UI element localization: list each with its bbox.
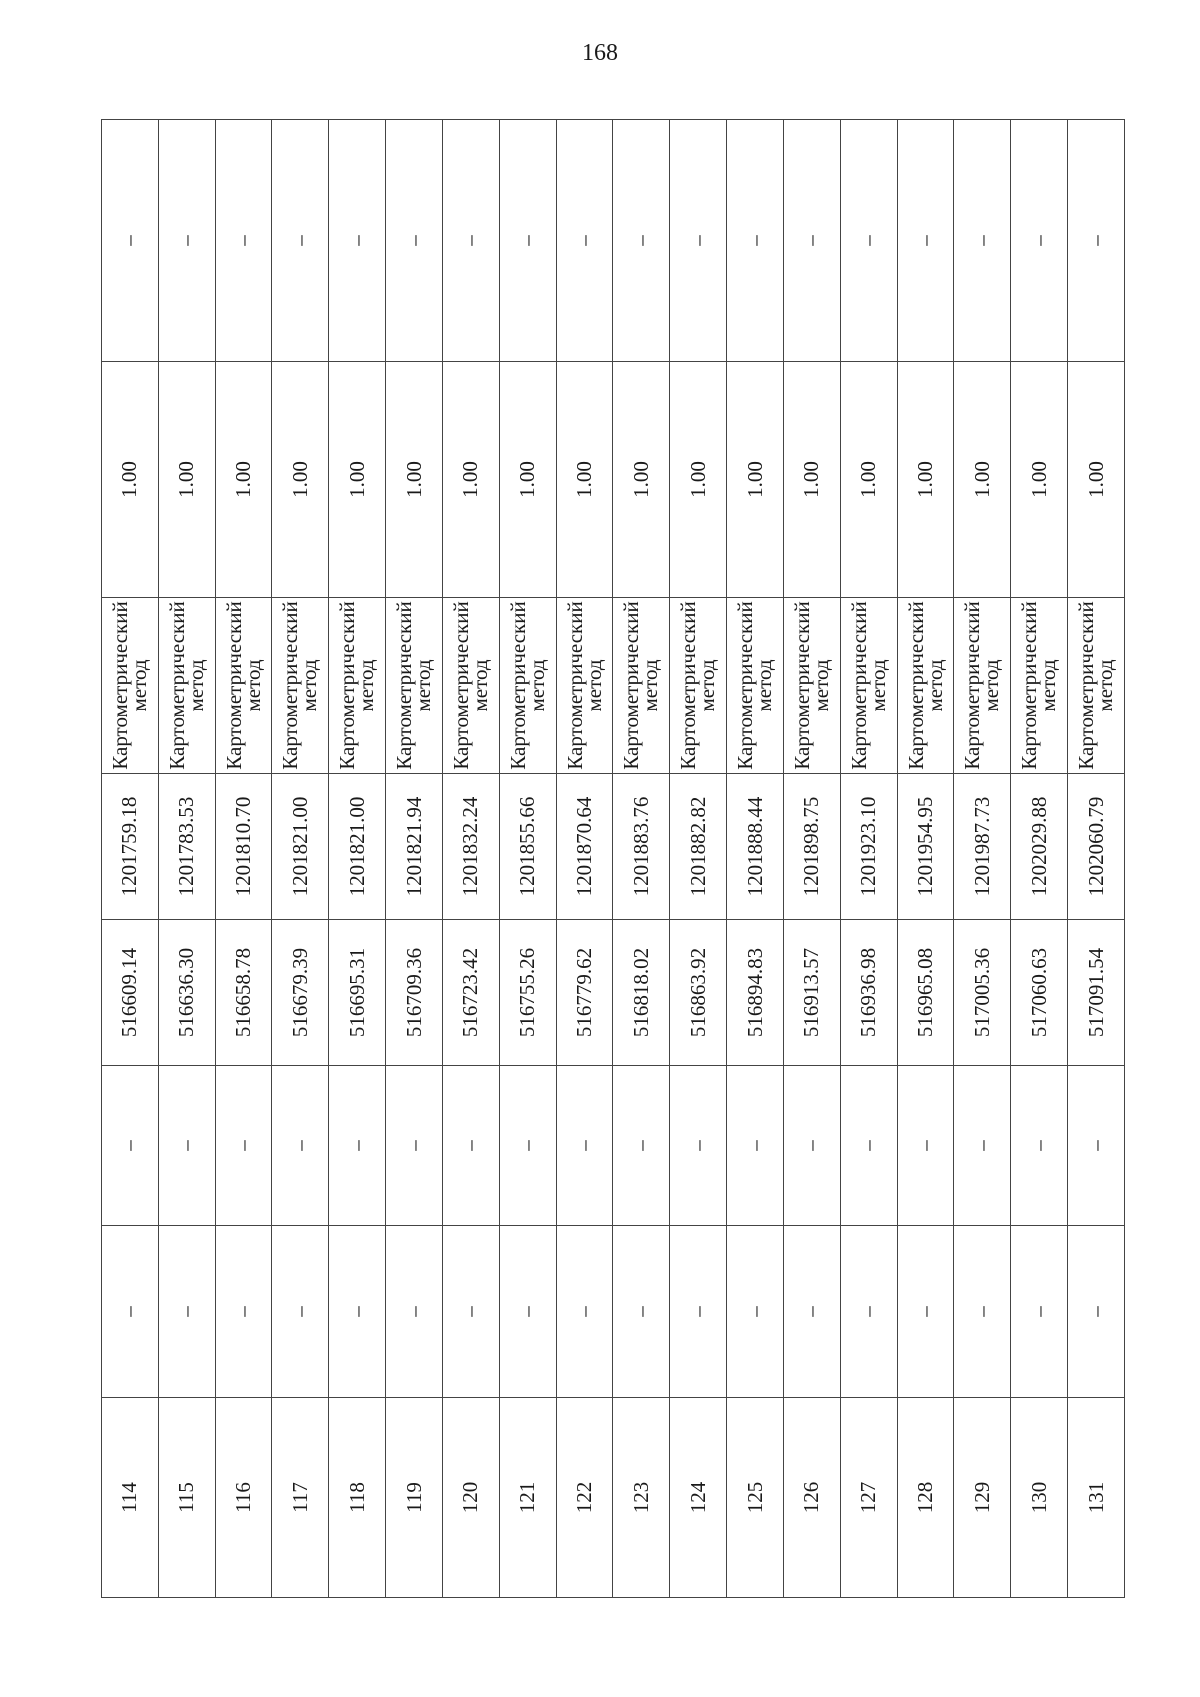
dash-cell: – bbox=[556, 1066, 613, 1226]
method-line1: Картометрический bbox=[107, 601, 132, 770]
method-cell bbox=[840, 598, 897, 774]
point-number-cell: 125 bbox=[727, 1398, 784, 1598]
y-coordinate-cell: 1202029.88 bbox=[1011, 774, 1068, 920]
dash-cell: – bbox=[442, 1226, 499, 1398]
point-number-cell: 117 bbox=[272, 1398, 329, 1598]
method-cell bbox=[670, 598, 727, 774]
dash-cell: – bbox=[897, 120, 954, 362]
method-line2: метод bbox=[1093, 659, 1118, 712]
dash-cell: – bbox=[215, 120, 272, 362]
method-line1: Картометрический bbox=[733, 601, 758, 770]
accuracy-cell: 1.00 bbox=[670, 362, 727, 598]
point-number-cell: 124 bbox=[670, 1398, 727, 1598]
y-coordinate-cell: 1201923.10 bbox=[840, 774, 897, 920]
method-line1: Картометрический bbox=[505, 601, 530, 770]
dash-cell: – bbox=[783, 1066, 840, 1226]
dash-cell: – bbox=[783, 120, 840, 362]
point-number-cell: 127 bbox=[840, 1398, 897, 1598]
method-line1: Картометрический bbox=[448, 601, 473, 770]
method-line2: метод bbox=[411, 659, 436, 712]
dash-cell: – bbox=[840, 1226, 897, 1398]
dash-cell: – bbox=[329, 1226, 386, 1398]
method-line1: Картометрический bbox=[789, 601, 814, 770]
rotated-table-frame bbox=[101, 120, 1125, 1598]
accuracy-cell: 1.00 bbox=[329, 362, 386, 598]
point-number-cell: 121 bbox=[499, 1398, 556, 1598]
table-body bbox=[102, 120, 1125, 1598]
method-line2: метод bbox=[467, 659, 492, 712]
method-line2: метод bbox=[865, 659, 890, 712]
method-line1: Картометрический bbox=[846, 601, 871, 770]
dash-cell: – bbox=[840, 1066, 897, 1226]
coordinates-table-container bbox=[101, 120, 1125, 1598]
method-line1: Картометрический bbox=[960, 601, 985, 770]
method-line2: метод bbox=[183, 659, 208, 712]
dash-cell: – bbox=[158, 1226, 215, 1398]
method-line2: метод bbox=[240, 659, 265, 712]
point-number-cell: 130 bbox=[1011, 1398, 1068, 1598]
y-coordinate-cell: 1201759.18 bbox=[102, 774, 159, 920]
table-row bbox=[670, 120, 727, 1598]
point-number-cell: 119 bbox=[386, 1398, 443, 1598]
x-coordinate-cell: 516709.36 bbox=[386, 920, 443, 1066]
dash-cell: – bbox=[102, 120, 159, 362]
dash-cell: – bbox=[102, 1226, 159, 1398]
method-cell bbox=[1011, 598, 1068, 774]
point-number-cell: 131 bbox=[1068, 1398, 1125, 1598]
method-cell bbox=[499, 598, 556, 774]
point-number-cell: 129 bbox=[954, 1398, 1011, 1598]
point-number-cell: 123 bbox=[613, 1398, 670, 1598]
y-coordinate-cell: 1201855.66 bbox=[499, 774, 556, 920]
method-line1: Картометрический bbox=[278, 601, 303, 770]
dash-cell: – bbox=[386, 1066, 443, 1226]
x-coordinate-cell: 516894.83 bbox=[727, 920, 784, 1066]
method-line1: Картометрический bbox=[164, 601, 189, 770]
dash-cell: – bbox=[1011, 1226, 1068, 1398]
accuracy-cell: 1.00 bbox=[897, 362, 954, 598]
method-line1: Картометрический bbox=[903, 601, 928, 770]
method-cell bbox=[442, 598, 499, 774]
accuracy-cell: 1.00 bbox=[442, 362, 499, 598]
x-coordinate-cell: 516965.08 bbox=[897, 920, 954, 1066]
accuracy-cell: 1.00 bbox=[386, 362, 443, 598]
dash-cell: – bbox=[386, 1226, 443, 1398]
accuracy-cell: 1.00 bbox=[272, 362, 329, 598]
method-cell bbox=[954, 598, 1011, 774]
table-row bbox=[613, 120, 670, 1598]
dash-cell: – bbox=[1068, 120, 1125, 362]
accuracy-cell: 1.00 bbox=[102, 362, 159, 598]
dash-cell: – bbox=[158, 1066, 215, 1226]
y-coordinate-cell: 1201954.95 bbox=[897, 774, 954, 920]
table-row bbox=[386, 120, 443, 1598]
dash-cell: – bbox=[897, 1226, 954, 1398]
dash-cell: – bbox=[840, 120, 897, 362]
method-line2: метод bbox=[808, 659, 833, 712]
method-line2: метод bbox=[638, 659, 663, 712]
x-coordinate-cell: 517091.54 bbox=[1068, 920, 1125, 1066]
dash-cell: – bbox=[1011, 120, 1068, 362]
accuracy-cell: 1.00 bbox=[556, 362, 613, 598]
x-coordinate-cell: 516779.62 bbox=[556, 920, 613, 1066]
dash-cell: – bbox=[556, 1226, 613, 1398]
point-number-cell: 128 bbox=[897, 1398, 954, 1598]
table-row bbox=[102, 120, 159, 1598]
point-number-cell: 116 bbox=[215, 1398, 272, 1598]
x-coordinate-cell: 516658.78 bbox=[215, 920, 272, 1066]
method-cell bbox=[1068, 598, 1125, 774]
dash-cell: – bbox=[954, 1226, 1011, 1398]
dash-cell: – bbox=[897, 1066, 954, 1226]
dash-cell: – bbox=[442, 1066, 499, 1226]
x-coordinate-cell: 516863.92 bbox=[670, 920, 727, 1066]
table-row bbox=[158, 120, 215, 1598]
accuracy-cell: 1.00 bbox=[1068, 362, 1125, 598]
y-coordinate-cell: 1202060.79 bbox=[1068, 774, 1125, 920]
table-row bbox=[272, 120, 329, 1598]
dash-cell: – bbox=[613, 120, 670, 362]
dash-cell: – bbox=[670, 1226, 727, 1398]
y-coordinate-cell: 1201821.00 bbox=[272, 774, 329, 920]
dash-cell: – bbox=[954, 1066, 1011, 1226]
accuracy-cell: 1.00 bbox=[499, 362, 556, 598]
dash-cell: – bbox=[670, 1066, 727, 1226]
point-number-cell: 120 bbox=[442, 1398, 499, 1598]
dash-cell: – bbox=[272, 1066, 329, 1226]
method-line2: метод bbox=[695, 659, 720, 712]
method-line2: метод bbox=[922, 659, 947, 712]
table-row bbox=[329, 120, 386, 1598]
method-cell bbox=[613, 598, 670, 774]
dash-cell: – bbox=[215, 1066, 272, 1226]
point-number-cell: 122 bbox=[556, 1398, 613, 1598]
accuracy-cell: 1.00 bbox=[783, 362, 840, 598]
method-line2: метод bbox=[752, 659, 777, 712]
method-cell bbox=[727, 598, 784, 774]
accuracy-cell: 1.00 bbox=[727, 362, 784, 598]
y-coordinate-cell: 1201821.94 bbox=[386, 774, 443, 920]
method-cell bbox=[215, 598, 272, 774]
table-row bbox=[783, 120, 840, 1598]
dash-cell: – bbox=[556, 120, 613, 362]
dash-cell: – bbox=[1011, 1066, 1068, 1226]
x-coordinate-cell: 517060.63 bbox=[1011, 920, 1068, 1066]
dash-cell: – bbox=[1068, 1226, 1125, 1398]
point-number-cell: 114 bbox=[102, 1398, 159, 1598]
point-number-cell: 115 bbox=[158, 1398, 215, 1598]
method-cell bbox=[386, 598, 443, 774]
dash-cell: – bbox=[102, 1066, 159, 1226]
point-number-cell: 126 bbox=[783, 1398, 840, 1598]
dash-cell: – bbox=[215, 1226, 272, 1398]
accuracy-cell: 1.00 bbox=[158, 362, 215, 598]
y-coordinate-cell: 1201888.44 bbox=[727, 774, 784, 920]
coordinates-table bbox=[101, 119, 1125, 1598]
dash-cell: – bbox=[499, 120, 556, 362]
method-line2: метод bbox=[1036, 659, 1061, 712]
x-coordinate-cell: 516913.57 bbox=[783, 920, 840, 1066]
y-coordinate-cell: 1201987.73 bbox=[954, 774, 1011, 920]
y-coordinate-cell: 1201821.00 bbox=[329, 774, 386, 920]
x-coordinate-cell: 516679.39 bbox=[272, 920, 329, 1066]
method-line1: Картометрический bbox=[1017, 601, 1042, 770]
method-line1: Картометрический bbox=[676, 601, 701, 770]
method-line1: Картометрический bbox=[1074, 601, 1099, 770]
y-coordinate-cell: 1201898.75 bbox=[783, 774, 840, 920]
accuracy-cell: 1.00 bbox=[613, 362, 670, 598]
method-line2: метод bbox=[524, 659, 549, 712]
point-number-cell: 118 bbox=[329, 1398, 386, 1598]
method-cell bbox=[897, 598, 954, 774]
method-line1: Картометрический bbox=[335, 601, 360, 770]
table-row bbox=[499, 120, 556, 1598]
method-line2: метод bbox=[354, 659, 379, 712]
dash-cell: – bbox=[727, 1066, 784, 1226]
y-coordinate-cell: 1201883.76 bbox=[613, 774, 670, 920]
x-coordinate-cell: 516755.26 bbox=[499, 920, 556, 1066]
x-coordinate-cell: 516609.14 bbox=[102, 920, 159, 1066]
dash-cell: – bbox=[1068, 1066, 1125, 1226]
page-number: 168 bbox=[582, 40, 618, 66]
method-cell bbox=[556, 598, 613, 774]
method-cell bbox=[158, 598, 215, 774]
dash-cell: – bbox=[329, 120, 386, 362]
method-line1: Картометрический bbox=[221, 601, 246, 770]
dash-cell: – bbox=[727, 1226, 784, 1398]
dash-cell: – bbox=[613, 1226, 670, 1398]
dash-cell: – bbox=[783, 1226, 840, 1398]
method-cell bbox=[272, 598, 329, 774]
dash-cell: – bbox=[386, 120, 443, 362]
accuracy-cell: 1.00 bbox=[954, 362, 1011, 598]
x-coordinate-cell: 516695.31 bbox=[329, 920, 386, 1066]
x-coordinate-cell: 516936.98 bbox=[840, 920, 897, 1066]
accuracy-cell: 1.00 bbox=[215, 362, 272, 598]
x-coordinate-cell: 516723.42 bbox=[442, 920, 499, 1066]
table-row bbox=[556, 120, 613, 1598]
method-line1: Картометрический bbox=[392, 601, 417, 770]
dash-cell: – bbox=[954, 120, 1011, 362]
method-line1: Картометрический bbox=[562, 601, 587, 770]
y-coordinate-cell: 1201832.24 bbox=[442, 774, 499, 920]
dash-cell: – bbox=[499, 1226, 556, 1398]
dash-cell: – bbox=[329, 1066, 386, 1226]
dash-cell: – bbox=[158, 120, 215, 362]
x-coordinate-cell: 516818.02 bbox=[613, 920, 670, 1066]
x-coordinate-cell: 516636.30 bbox=[158, 920, 215, 1066]
dash-cell: – bbox=[442, 120, 499, 362]
dash-cell: – bbox=[272, 1226, 329, 1398]
y-coordinate-cell: 1201810.70 bbox=[215, 774, 272, 920]
y-coordinate-cell: 1201783.53 bbox=[158, 774, 215, 920]
table-row bbox=[897, 120, 954, 1598]
table-row bbox=[954, 120, 1011, 1598]
table-row bbox=[1068, 120, 1125, 1598]
y-coordinate-cell: 1201870.64 bbox=[556, 774, 613, 920]
method-cell bbox=[102, 598, 159, 774]
dash-cell: – bbox=[727, 120, 784, 362]
accuracy-cell: 1.00 bbox=[840, 362, 897, 598]
table-row bbox=[1011, 120, 1068, 1598]
x-coordinate-cell: 517005.36 bbox=[954, 920, 1011, 1066]
method-line1: Картометрический bbox=[619, 601, 644, 770]
table-row bbox=[727, 120, 784, 1598]
method-cell bbox=[783, 598, 840, 774]
accuracy-cell: 1.00 bbox=[1011, 362, 1068, 598]
dash-cell: – bbox=[272, 120, 329, 362]
method-line2: метод bbox=[979, 659, 1004, 712]
table-row bbox=[215, 120, 272, 1598]
dash-cell: – bbox=[613, 1066, 670, 1226]
table-row bbox=[442, 120, 499, 1598]
method-line2: метод bbox=[297, 659, 322, 712]
method-cell bbox=[329, 598, 386, 774]
table-row bbox=[840, 120, 897, 1598]
dash-cell: – bbox=[670, 120, 727, 362]
dash-cell: – bbox=[499, 1066, 556, 1226]
y-coordinate-cell: 1201882.82 bbox=[670, 774, 727, 920]
method-line2: метод bbox=[581, 659, 606, 712]
method-line2: метод bbox=[126, 659, 151, 712]
